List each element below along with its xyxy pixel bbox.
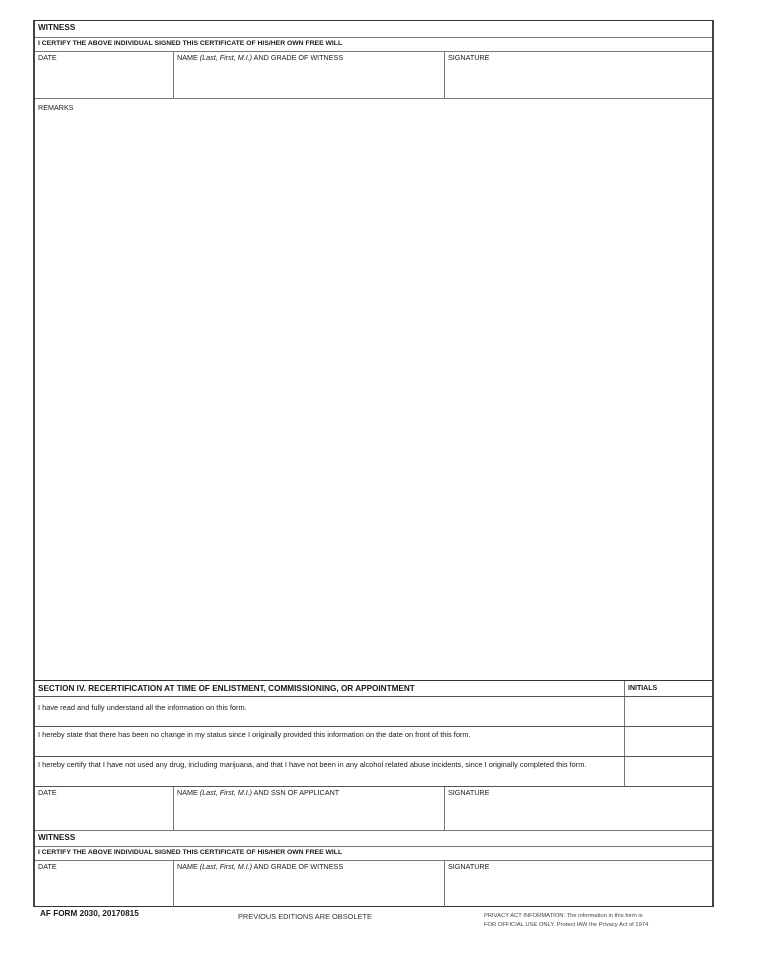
witness-bottom-signature-field[interactable] [444,861,712,907]
privacy-act-notice [484,912,648,929]
witness-top-fields-row [35,52,712,99]
statement-row-1 [35,697,712,727]
statement-3-text: I hereby certify that I have not used any drug, including marijuana, and that I have not been in any alcohol related abuse incidents, since I originally completed this form. [38,760,587,769]
witness-bottom-date-label: DATE [38,862,57,871]
witness-bottom-title: WITNESS [38,833,76,842]
statement-row-3 [35,757,712,787]
editions-note: PREVIOUS EDITIONS ARE OBSOLETE [238,912,372,921]
statement-1-text: I have read and fully understand all the information on this form. [38,703,247,712]
statement-row-2 [35,727,712,757]
witness-bottom-name-label-suffix: AND GRADE OF WITNESS [252,862,344,871]
privacy-line-1: PRIVACY ACT INFORMATION: The information in this form is [484,913,643,919]
witness-top-name-label-suffix: AND GRADE OF WITNESS [252,53,344,62]
witness-bottom-certification: I CERTIFY THE ABOVE INDIVIDUAL SIGNED THIS CERTIFICATE OF HIS/HER OWN FREE WILL [38,849,343,856]
applicant-signature-field[interactable] [444,787,712,830]
initials-header: INITIALS [624,681,712,696]
remarks-row [35,99,712,681]
statement-3-initials-field[interactable] [624,757,712,786]
applicant-name-label-suffix: AND SSN OF APPLICANT [252,788,340,797]
witness-bottom-header-row [35,831,712,847]
witness-bottom-name-label-italic: (Last, First, M.I.) [199,862,253,871]
witness-top-date-field[interactable] [35,52,173,98]
applicant-date-label: DATE [38,788,57,797]
section-iv-header-row [35,681,712,697]
witness-top-name-field[interactable] [173,52,444,98]
applicant-signature-label: SIGNATURE [448,788,490,797]
statement-2-text: I hereby state that there has been no change in my status since I originally provided this information on the date on front of this form. [38,730,471,739]
witness-top-name-label-italic: (Last, First, M.I.) [199,53,253,62]
witness-bottom-fields-row [35,861,712,907]
witness-top-title: WITNESS [38,23,76,32]
witness-top-name-label-prefix: NAME [177,53,200,62]
applicant-name-field[interactable] [173,787,444,830]
remarks-textarea[interactable] [35,111,712,680]
form-identifier: AF FORM 2030, 20170815 [40,909,139,918]
witness-top-certification-row [35,38,712,52]
witness-bottom-signature-label: SIGNATURE [448,862,490,871]
witness-bottom-name-field[interactable] [173,861,444,907]
witness-top-date-label: DATE [38,53,57,62]
remarks-label: REMARKS [38,103,74,112]
privacy-line-2: FOR OFFICIAL USE ONLY. Protect IAW the Privacy Act of 1974 [484,921,649,928]
witness-top-signature-label: SIGNATURE [448,53,490,62]
witness-top-certification: I CERTIFY THE ABOVE INDIVIDUAL SIGNED THIS CERTIFICATE OF HIS/HER OWN FREE WILL [38,40,343,47]
witness-bottom-certification-row [35,847,712,861]
witness-top-header-row [35,21,712,38]
applicant-fields-row [35,787,712,831]
applicant-date-field[interactable] [35,787,173,830]
statement-1-initials-field[interactable] [624,697,712,726]
statement-2-initials-field[interactable] [624,727,712,756]
witness-bottom-name-label-prefix: NAME [177,862,200,871]
af-form-2030-page-2 [33,20,714,907]
witness-bottom-date-field[interactable] [35,861,173,907]
section-iv-title: SECTION IV. RECERTIFICATION AT TIME OF ENLISTMENT, COMMISSIONING, OR APPOINTMENT [38,684,415,693]
applicant-name-label-prefix: NAME [177,788,200,797]
witness-top-signature-field[interactable] [444,52,712,98]
applicant-name-label-italic: (Last, First, M.I.) [199,788,253,797]
